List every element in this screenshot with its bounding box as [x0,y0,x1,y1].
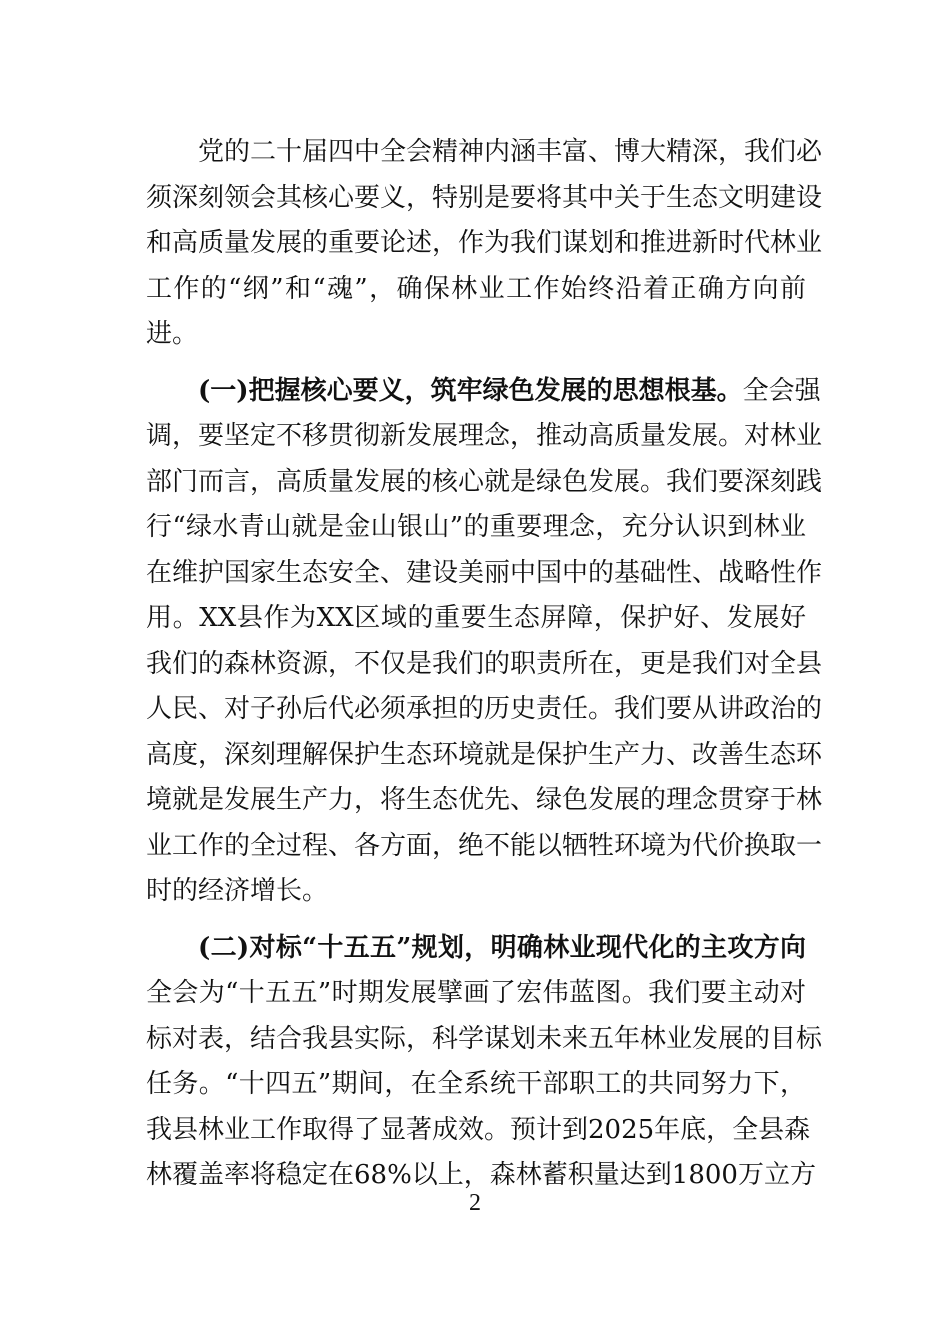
section-heading-1: (一)把握核心要义，筑牢绿色发展的思想根基。 [198,375,743,406]
text-line: 部门而言，高质量发展的核心就是绿色发展。我们要深刻践 [146,466,823,497]
text-line: 用。XX县作为XX区域的重要生态屏障，保护好、发展好 [146,603,806,633]
text-line: 须深刻领会其核心要义，特别是要将其中关于生态文明建设 [146,182,823,213]
text-line: 任务。“十四五”期间，在全系统干部职工的共同努力下， [146,1069,806,1099]
text-line: 进。 [146,319,199,349]
text-line: 行“绿水青山就是金山银山”的重要理念，充分认识到林业 [146,512,806,542]
text-line: 高度，深刻理解保护生态环境就是保护生产力、改善生态环 [146,739,823,770]
paragraph-intro [146,130,823,358]
section-heading-2: (二)对标“十五五”规划，明确林业现代化的主攻方向 [198,932,806,963]
paragraph-section-2 [146,926,823,1199]
page-number: 2 [469,1190,481,1216]
text-line: 党的二十届四中全会精神内涵丰富、博大精深，我们必 [198,137,823,167]
text-line [146,926,806,972]
text-line: 标对表，结合我县实际，科学谋划未来五年林业发展的目标 [146,1023,823,1054]
text-line: 境就是发展生产力，将生态优先、绿色发展的理念贯穿于林 [146,785,823,815]
text-line: 在维护国家生态安全、建设美丽中国中的基础性、战略性作 [146,557,823,588]
document-body [146,130,823,1199]
text-line: 我们的森林资源，不仅是我们的职责所在，更是我们对全县 [146,648,823,679]
text-line: 调，要坚定不移贯彻新发展理念，推动高质量发展。对林业 [146,421,823,451]
text-line: 全会为“十五五”时期发展擘画了宏伟蓝图。我们要主动对 [146,978,806,1008]
text-line: 业工作的全过程、各方面，绝不能以牺牲环境为代价换取一 [146,830,823,861]
text-line: 工作的“纲”和“魂”，确保林业工作始终沿着正确方向前 [146,273,806,304]
text-line: 和高质量发展的重要论述，作为我们谋划和推进新时代林业 [146,228,823,258]
text-span: 全会强 [742,375,821,406]
paragraph-section-1 [146,369,823,915]
text-line [146,369,821,415]
text-line: 我县林业工作取得了显著成效。预计到2025年底，全县森 [146,1114,811,1145]
text-line: 林覆盖率将稳定在68%以上，森林蓄积量达到1800万立方 [146,1160,816,1190]
text-line: 人民、对子孙后代必须承担的历史责任。我们要从讲政治的 [146,694,823,724]
text-line: 时的经济增长。 [146,876,329,906]
